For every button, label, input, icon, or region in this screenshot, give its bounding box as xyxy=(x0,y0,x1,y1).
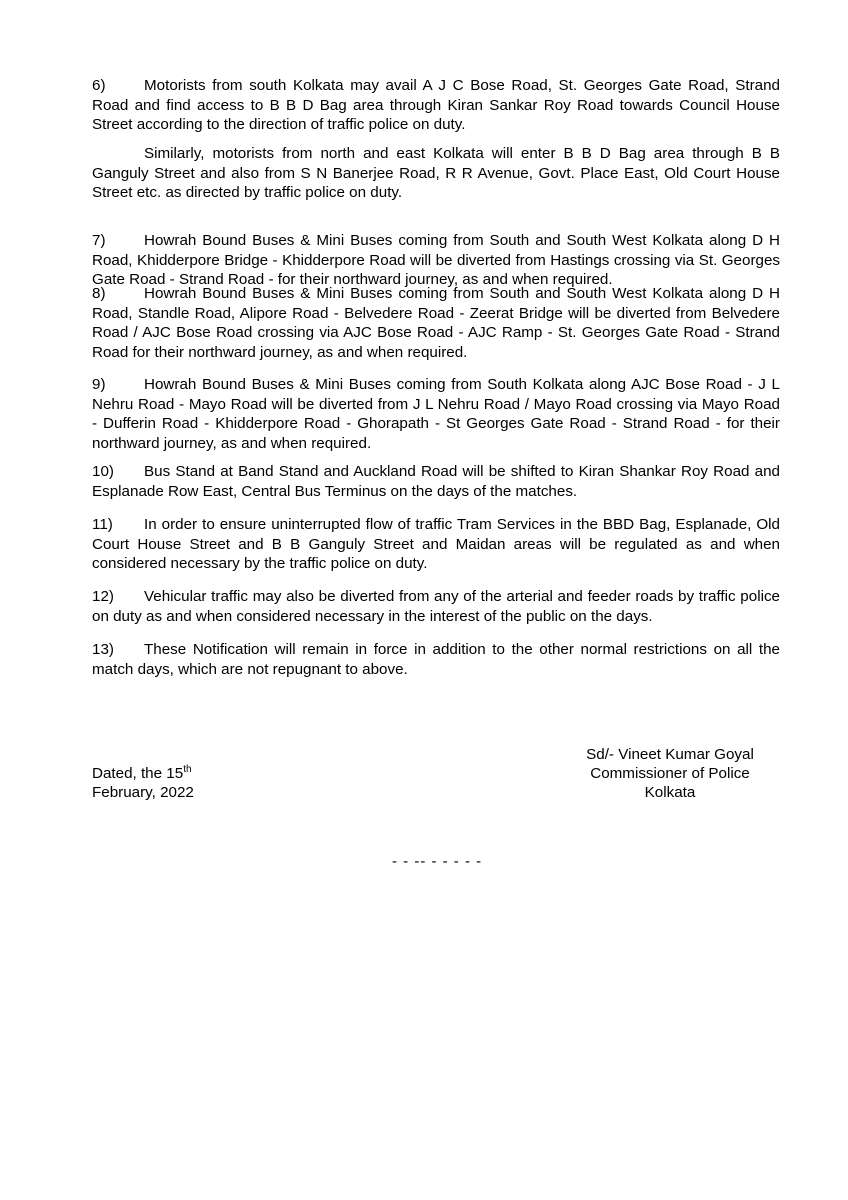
paragraph-13 xyxy=(92,640,780,679)
paragraph-8 xyxy=(92,284,780,362)
paragraph-text: Howrah Bound Buses & Mini Buses coming from South Kolkata along AJC Bose Road - J L Nehru Road - Mayo Road will be diverted from J L Nehru Road / Mayo Road crossing via Mayo Road - Dufferin Road - Khidderpore Road - Ghorapath - St Georges Gate Road - Strand Road - for their northward journey, as and when required. xyxy=(92,376,780,452)
paragraph-12 xyxy=(92,587,780,626)
date-block xyxy=(92,764,312,802)
paragraph-text: Howrah Bound Buses & Mini Buses coming from South and South West Kolkata along D H Road, Khidderpore Bridge - Khidderpore Road will be diverted from Hastings crossing via St. Georges Gate Road - Strand Road - for their northward journey, as and when required. xyxy=(92,232,780,289)
date-line-2: February, 2022 xyxy=(92,784,194,801)
paragraph-number: 6) xyxy=(92,77,106,94)
paragraph-text: These Notification will remain in force in addition to the other normal restrictions on all the match days, which are not repugnant to above. xyxy=(92,641,780,678)
signature-designation: Commissioner of Police xyxy=(590,765,750,782)
signature-location: Kolkata xyxy=(644,784,696,801)
paragraph-text: Bus Stand at Band Stand and Auckland Road will be shifted to Kiran Shankar Roy Road and Esplanade Row East, Central Bus Terminus on the days of the matches. xyxy=(92,463,780,500)
signature-block xyxy=(540,745,800,802)
paragraph-6 xyxy=(92,76,780,135)
paragraph-number: 12) xyxy=(92,588,114,605)
paragraph-7 xyxy=(92,231,780,290)
paragraph-number: 9) xyxy=(92,376,106,393)
date-prefix: Dated, the 15 xyxy=(92,765,184,782)
paragraph-9 xyxy=(92,375,780,453)
paragraph-text: Vehicular traffic may also be diverted from any of the arterial and feeder roads by traffic police on duty as and when considered necessary in the interest of the public on the days. xyxy=(92,588,780,625)
date-line-1 xyxy=(92,764,312,783)
paragraph-number: 8) xyxy=(92,285,106,302)
paragraph-number: 13) xyxy=(92,641,114,658)
paragraph-number: 11) xyxy=(92,516,113,533)
paragraph-11 xyxy=(92,515,780,574)
paragraph-number: 7) xyxy=(92,232,106,249)
paragraph-text: Howrah Bound Buses & Mini Buses coming from South and South West Kolkata along D H Road, Standle Road, Alipore Road - Belvedere Road - Zeerat Bridge will be diverted from Belvedere Road / AJC Bose Road crossing via AJC Bose Road - AJC Ramp - St. Georges Gate Road - Strand Road for their northward journey, as and when required. xyxy=(92,285,780,361)
end-divider: - - -- - - - - - xyxy=(392,853,483,870)
signature-name: Sd/- Vineet Kumar Goyal xyxy=(586,746,754,763)
paragraph-10 xyxy=(92,462,780,501)
paragraph-text: Similarly, motorists from north and east Kolkata will enter B B D Bag area through B B Ganguly Street and also from S N Banerjee Road, R R Avenue, Govt. Place East, Old Court House Street etc. as directed by traffic police on duty. xyxy=(92,145,780,202)
paragraph-number: 10) xyxy=(92,463,114,480)
paragraph-text: In order to ensure uninterrupted flow of traffic Tram Services in the BBD Bag, Esplanade, Old Court House Street and B B Ganguly Street and Maidan areas will be regulated as and when considered necessary by the traffic police on duty. xyxy=(92,516,780,573)
date-ordinal-suffix: th xyxy=(183,763,192,775)
paragraph-text: Motorists from south Kolkata may avail A J C Bose Road, St. Georges Gate Road, Strand Road and find access to B B D Bag area through Kiran Sankar Roy Road towards Council House Street according to the direction of traffic police on duty. xyxy=(92,77,780,134)
paragraph-6-continued xyxy=(92,144,780,203)
